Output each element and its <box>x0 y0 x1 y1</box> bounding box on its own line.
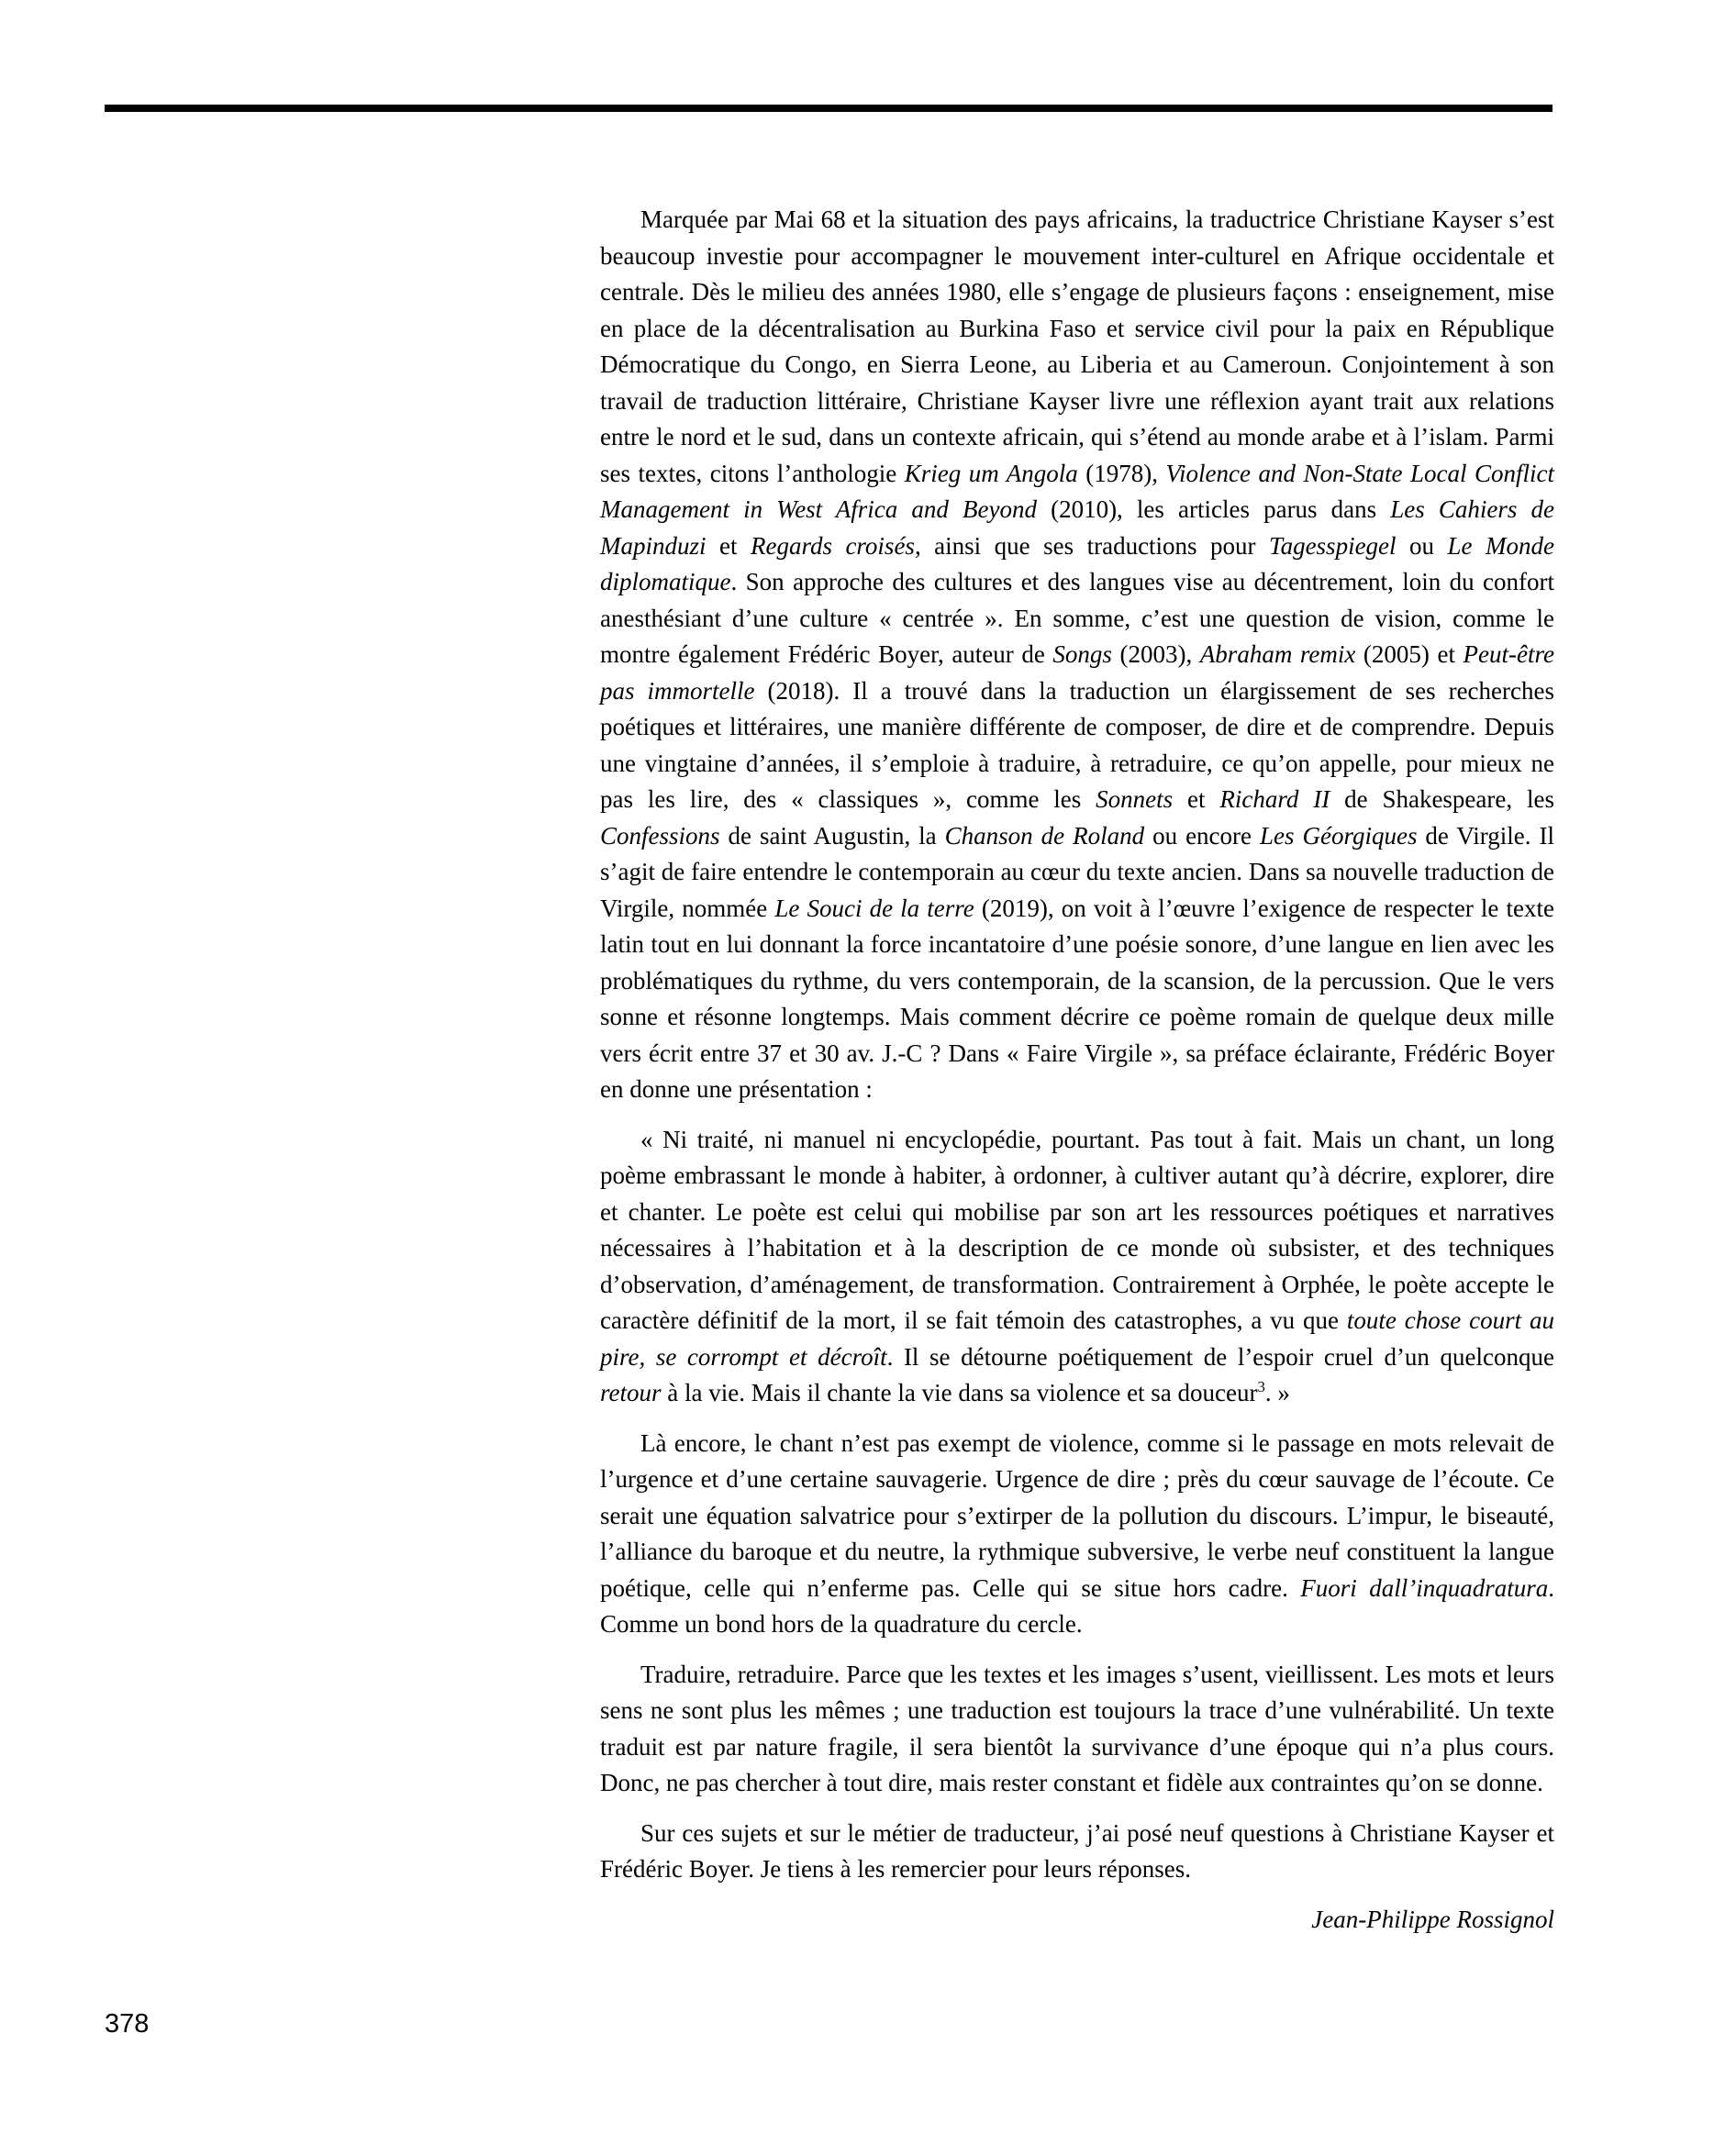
intro-paragraph: Marquée par Mai 68 et la situation des pays africains, la traductrice Christiane Kayser s’est beaucoup investie pour accompagner le mouvement inter-culturel en Afrique occidentale et centrale. Dès le milieu des années 1980, elle s’engage de plusieurs façons : enseignement, mise en place de la décentralisation au Burkina Faso et service civil pour la paix en République Démocratique du Congo, en Sierra Leone, au Liberia et au Cameroun. Conjointement à son travail de traduction littéraire, Christiane Kayser livre une réflexion ayant trait aux relations entre le nord et le sud, dans un contexte africain, qui s’étend au monde arabe et à l’islam. Parmi ses textes, citons l’anthologie Krieg um Angola (1978), Violence and Non-State Local Conflict Management in West Africa and Beyond (2010), les articles parus dans Les Cahiers de Mapinduzi et Regards croisés, ainsi que ses traductions pour Tagesspiegel ou Le Monde diplomatique. Son approche des cultures et des langues vise au décentrement, loin du confort anesthésiant d’une culture « centrée ». En somme, c’est une question de vision, comme le montre également Frédéric Boyer, auteur de Songs (2003), Abraham remix (2005) et Peut-être pas immortelle (2018). Il a trouvé dans la traduction un élargissement de ses recherches poétiques et littéraires, une manière différente de composer, de dire et de comprendre. Depuis une vingtaine d’années, il s’emploie à traduire, à retraduire, ce qu’on appelle, pour mieux ne pas les lire, des « classiques », comme les Sonnets et Richard II de Shakespeare, les Confessions de saint Augustin, la Chanson de Roland ou encore Les Géorgiques de Virgile. Il s’agit de faire entendre le contemporain au cœur du texte ancien. Dans sa nouvelle traduction de Virgile, nommée Le Souci de la terre (2019), on voit à l’œuvre l’exigence de respecter le texte latin tout en lui donnant la force incantatoire d’une poésie sonore, d’une langue en lien avec les problématiques du rythme, du vers contemporain, de la scansion, de la percussion. Que le vers sonne et résonne longtemps. Mais comment décrire ce poème romain de quelque deux mille vers écrit entre 37 et 30 av. J.-C ? Dans « Faire Virgile », sa préface éclairante, Frédéric Boyer en donne une présentation : <box>600 206 1555 1103</box>
paragraph-la-encore: Là encore, le chant n’est pas exempt de violence, comme si le passage en mots relevait de l’urgence et d’une certaine sauvagerie. Urgence de dire ; près du cœur sauvage de l’écoute. Ce serait une équation salvatrice pour s’extirper de la pollution du discours. L’impur, le biseauté, l’alliance du baroque et du neutre, la rythmique subversive, le verbe neuf constituent la langue poétique, celle qui n’enferme pas. Celle qui se situe hors cadre. Fuori dall’inquadratura. Comme un bond hors de la quadrature du cercle. <box>600 1428 1554 1638</box>
quote-paragraph: « Ni traité, ni manuel ni encyclopédie, pourtant. Pas tout à fait. Mais un chant, un long poème embrassant le monde à habiter, à ordonner, à cultiver autant qu’à décrire, explorer, dire et chanter. Le poète est celui qui mobilise par son art les ressources poétiques et narratives nécessaires à l’habitation et à la description de ce monde où subsister, et des techniques d’observation, d’aménagement, de transformation. Contrairement à Orphée, le poète accepte le caractère définitif de la mort, il se fait témoin des catastrophes, a vu que toute chose court au pire, se corrompt et décroît. Il se détourne poétiquement de l’espoir cruel d’un quelconque retour à la vie. Mais il chante la vie dans sa violence et sa douceur$^3$. » <box>600 1125 1554 1406</box>
paragraph-sur-ces-sujets: Sur ces sujets et sur le métier de traducteur, j’ai posé neuf questions à Christiane Kayser et Frédéric Boyer. Je tiens à les remercier pour leurs réponses. <box>600 1818 1554 1883</box>
top-rule <box>105 105 1552 112</box>
text-column <box>600 202 1554 1938</box>
author-signature: Jean-Philippe Rossignol <box>1311 1905 1554 1933</box>
page-number: 378 <box>105 2009 150 2039</box>
paragraph-traduire-retraduire: Traduire, retraduire. Parce que les textes et les images s’usent, vieillissent. Les mots et leurs sens ne sont plus les mêmes ; une traduction est toujours la trace d’une vulnérabilité. Un texte traduit est par nature fragile, il sera bientôt la survivance d’une époque qui n’a plus cours. Donc, ne pas chercher à tout dire, mais rester constant et fidèle aux contraintes qu’on se donne. <box>600 1660 1554 1796</box>
